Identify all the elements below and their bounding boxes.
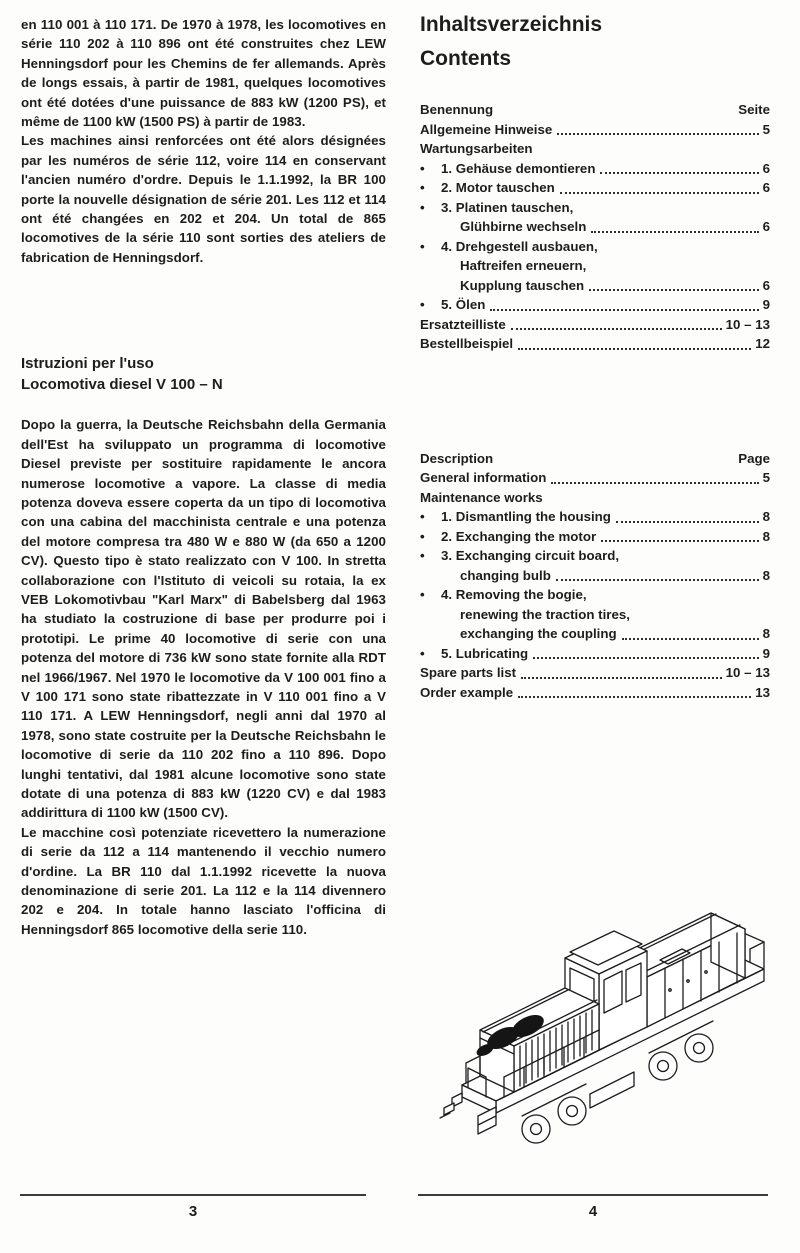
- bullet-icon: •: [420, 297, 425, 312]
- dotted-leader: [622, 638, 759, 640]
- toc-entry-continuation: [420, 276, 770, 296]
- toc-german: [420, 100, 770, 354]
- toc-entry-continuation: [420, 217, 770, 237]
- toc-entry-page: 8: [762, 509, 770, 524]
- dotted-leader: [557, 133, 758, 135]
- toc-entry: [420, 237, 770, 257]
- toc-entry-page: 6: [762, 180, 770, 195]
- contents-title-english: Contents: [420, 47, 511, 70]
- toc-entry-label: Kupplung tauschen: [460, 277, 585, 293]
- toc-entry-label: 4. Removing the bogie,: [441, 587, 587, 602]
- french-paragraph-2: Les machines ainsi renforcées ont été alors désignées par les numéros de série 112, voire 114 en conservant l'ancien numéro d'ordre. Depuis le 1.1.1992, la BR 100 porte la nouvelle désignation de série 201. Les 112 et 114 ont été changées en 202 et 204. Un total de 865 locomotives de la série 110 sont sorties des ateliers de fabrication de Henningsdorf.: [21, 133, 386, 265]
- bullet-icon: •: [420, 160, 425, 176]
- toc-header-page: Page: [738, 450, 770, 466]
- toc-entry-label: Spare parts list: [420, 665, 517, 680]
- toc-entry-label: 5. Lubricating: [441, 645, 529, 661]
- toc-entry: [420, 159, 770, 179]
- bullet-icon: •: [420, 199, 425, 215]
- dotted-leader: [490, 309, 758, 311]
- bullet-icon: •: [420, 548, 425, 563]
- toc-entry-label: 3. Platinen tauschen,: [441, 199, 574, 215]
- french-paragraph-1: en 110 001 à 110 171. De 1970 à 1978, les locomotives en série 110 202 à 110 896 ont été construites chez LEW Henningsdorf pour les Chemins de fer allemands. Après de longs essais, à partir de 1981, quelques locomotives ont été dotées d'une puissance de 883 kW (1200 PS), et même de 1100 kW (1500 PS) à partir de 1983.: [21, 17, 386, 130]
- toc-entry-label: Maintenance works: [420, 489, 543, 505]
- toc-header-page: Seite: [738, 102, 770, 117]
- toc-entry-label: Allgemeine Hinweise: [420, 121, 553, 137]
- toc-entry: [420, 585, 770, 605]
- toc-entry-label: 1. Gehäuse demontieren: [441, 160, 596, 176]
- dotted-leader: [511, 328, 722, 330]
- toc-entry: [420, 507, 770, 527]
- page-number-right: 4: [588, 1203, 598, 1220]
- dotted-leader: [518, 696, 751, 698]
- bullet-icon: •: [420, 587, 425, 602]
- toc-entry-continuation: [420, 605, 770, 625]
- toc-entry: [420, 663, 770, 683]
- toc-entry: [420, 295, 770, 315]
- toc-entry-continuation: [420, 566, 770, 586]
- toc-entry: [420, 139, 770, 159]
- toc-entry: [420, 178, 770, 198]
- front-hood: [475, 988, 599, 1092]
- bullet-icon: •: [420, 238, 425, 254]
- toc-entry-label: 5. Ölen: [441, 297, 486, 312]
- toc-entry-page: 6: [762, 277, 770, 293]
- toc-english: [420, 449, 770, 703]
- toc-entry-label: Haftreifen erneuern,: [460, 258, 587, 273]
- toc-entry-label: exchanging the coupling: [460, 626, 617, 641]
- toc-entry-label: changing bulb: [460, 567, 551, 583]
- contents-title-german: Inhaltsverzeichnis: [420, 13, 603, 36]
- toc-entry-page: 10 – 13: [725, 316, 770, 332]
- toc-entry-page: 8: [762, 567, 770, 583]
- bullet-icon: •: [420, 509, 425, 524]
- toc-header-label: Benennung: [420, 102, 494, 117]
- locomotive-illustration: [420, 880, 790, 1180]
- toc-english-header: [420, 449, 770, 469]
- toc-entry-label: General information: [420, 470, 547, 485]
- toc-entry-page: 5: [762, 121, 770, 137]
- toc-entry-label: 1. Dismantling the housing: [441, 509, 611, 524]
- dotted-leader: [616, 521, 759, 523]
- toc-entry-continuation: [420, 624, 770, 644]
- footer-left: [20, 1194, 366, 1220]
- toc-entry-page: 12: [755, 336, 770, 351]
- italian-paragraph-2: Le macchine così potenziate ricevettero la numerazione di serie da 112 a 114 mantenendo il vecchio numero d'ordine. La BR 110 dal 1.1.1992 ricevette la nuova denominazione di serie 201. La 112 e la 114 divennero 202 e 204. In totale hanno lasciato l'officina di Henningsdorf 865 locomotive della serie 110.: [21, 824, 386, 937]
- toc-entry-page: 9: [762, 297, 770, 312]
- toc-entry-label: Wartungsarbeiten: [420, 141, 533, 156]
- italian-paragraph-1: Dopo la guerra, la Deutsche Reichsbahn della Germania dell'Est ha sviluppato un programma di locomotive Diesel previste per sostituire rapidamente le ancora numerose locomotive a vapore. La classe di media potenza doveva essere coperta da un tipo di locomotiva con una cabina del macchinista centrale e una potenza del motore compresa tra 480 W e 880 W (da 650 a 1200 CV). Questo tipo è stato realizzato con V 100. In stretta collaborazione con l'Istituto di veicoli su rotaia, la ex VEB Lokomotivbau "Karl Marx" di Babelsberg dal 1963 ha studiato la costruzione di base per produrre poi i prototipi. Le prime 40 locomotive di serie con una potenza del motore di 736 kW sono state fornite alla RDT nel 1966/1967. Nel 1970 le locomotive da V 100 001 fino a V 100 171 sono state ribattezzate in V 110 001 fino a V 110 171. A LEW Henningsdorf, negli anni dal 1970 al 1978, sono state costruite per la Deutsche Reichsbahn le locomotive di serie da 110 202 fino a 110 896. Dopo lunghi tentativi, dal 1981 alcune locomotive sono state dotate di una potenza di 883 kW (1220 CV) e dal 1983 addirittura di 1100 kW (1500 CV).: [21, 417, 386, 821]
- dotted-leader: [601, 540, 758, 542]
- locomotive-drawing: [420, 880, 790, 1180]
- toc-german-header: [420, 100, 770, 120]
- toc-entry: [420, 334, 770, 354]
- toc-entry-label: renewing the traction tires,: [460, 606, 630, 622]
- right-page-column: [420, 12, 770, 702]
- footer-right: [418, 1194, 768, 1220]
- toc-entry-page: 6: [762, 160, 770, 176]
- dotted-leader: [591, 231, 758, 233]
- toc-entry-page: 6: [762, 219, 770, 234]
- bullet-icon: •: [420, 528, 425, 544]
- toc-entry-page: 9: [762, 645, 770, 661]
- toc-header-label: Description: [420, 450, 494, 466]
- dotted-leader: [533, 657, 758, 659]
- dotted-leader: [600, 172, 758, 174]
- bullet-icon: •: [420, 180, 425, 195]
- toc-entry: [420, 198, 770, 218]
- toc-entry-page: 8: [762, 528, 770, 544]
- toc-entry-label: 3. Exchanging circuit board,: [441, 548, 620, 563]
- toc-entry-page: 8: [762, 626, 770, 641]
- bullet-icon: •: [420, 645, 425, 661]
- toc-entry: [420, 315, 770, 335]
- dotted-leader: [560, 192, 759, 194]
- toc-entry-label: Bestellbeispiel: [420, 336, 514, 351]
- italian-section-heading: [21, 353, 386, 395]
- toc-entry-label: Order example: [420, 684, 514, 700]
- toc-entry: [420, 120, 770, 140]
- dotted-leader: [551, 482, 758, 484]
- dotted-leader: [589, 289, 758, 291]
- toc-entry-continuation: [420, 256, 770, 276]
- toc-entry-label: 2. Motor tauschen: [441, 180, 555, 195]
- page-number-left: 3: [188, 1203, 198, 1220]
- toc-entry: [420, 488, 770, 508]
- toc-entry-label: Glühbirne wechseln: [460, 219, 587, 234]
- toc-entry: [420, 468, 770, 488]
- toc-entry-page: 5: [762, 470, 770, 485]
- left-page-column: [21, 15, 386, 939]
- toc-entry-page: 10 – 13: [725, 665, 770, 680]
- italian-title-line1: Istruzioni per l'uso: [21, 355, 154, 373]
- dotted-leader: [518, 348, 751, 350]
- italian-title-line2: Locomotiva diesel V 100 – N: [21, 376, 223, 394]
- toc-entry-page: 13: [755, 684, 770, 700]
- toc-entry-label: Ersatzteilliste: [420, 316, 506, 332]
- toc-entry: [420, 527, 770, 547]
- toc-entry: [420, 546, 770, 566]
- dotted-leader: [521, 677, 722, 679]
- toc-entry-label: 2. Exchanging the motor: [441, 528, 597, 544]
- toc-entry: [420, 644, 770, 664]
- toc-entry-label: 4. Drehgestell ausbauen,: [441, 238, 598, 254]
- toc-entry: [420, 683, 770, 703]
- dotted-leader: [556, 579, 759, 581]
